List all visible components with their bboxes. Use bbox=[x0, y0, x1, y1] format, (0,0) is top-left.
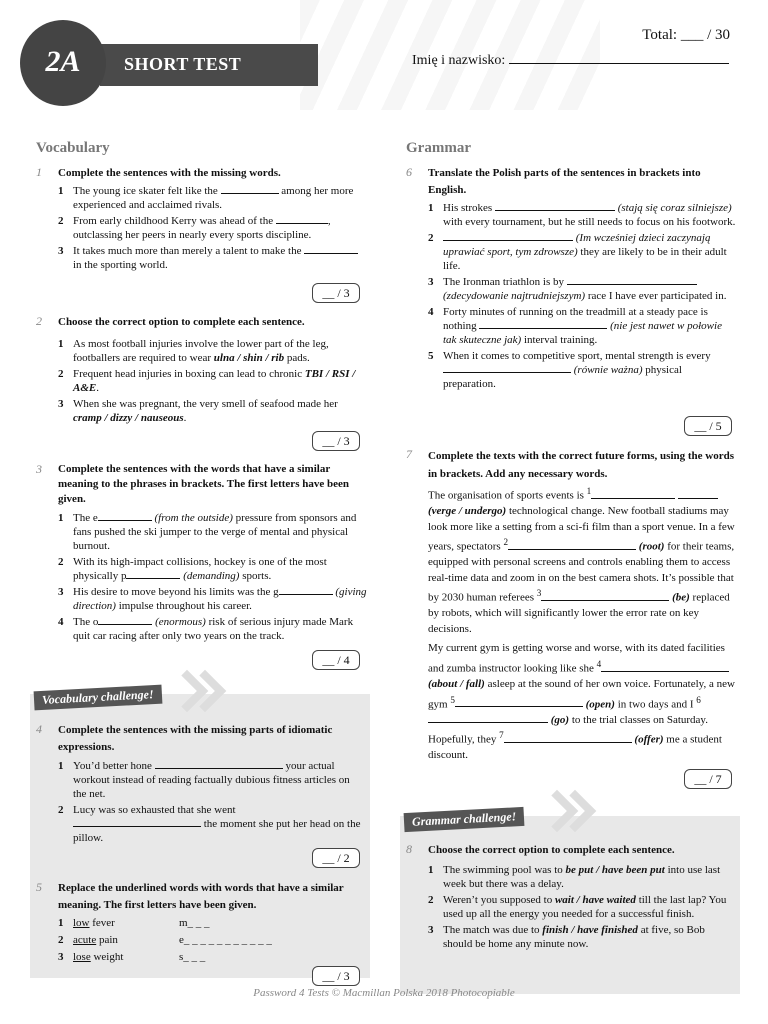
section-grammar: Grammar bbox=[406, 140, 471, 156]
list-item: 5 When it comes to competitive sport, mental strength is every (równie ważna) physical preparation. bbox=[428, 350, 711, 390]
exercise-instruction: Complete the texts with the correct future forms, using the words in brackets. Add any necessary words. bbox=[428, 450, 735, 480]
table-cell: low fever bbox=[73, 917, 115, 929]
answer-blank bbox=[276, 214, 328, 224]
list-item: 3 The Ironman triathlon is by (zdecydowanie najtrudniejszym) race I have ever participated in. bbox=[428, 276, 727, 302]
exercise-number: 1 bbox=[36, 165, 42, 179]
exercise-number: 7 bbox=[406, 447, 412, 461]
score-box: __ / 4 bbox=[312, 650, 360, 670]
exercise-number: 3 bbox=[36, 462, 42, 476]
answer-blank bbox=[508, 540, 636, 550]
answer-blank bbox=[221, 184, 279, 194]
answer-blank bbox=[567, 275, 697, 285]
exercise-number: 5 bbox=[36, 880, 42, 894]
score-box: __ / 7 bbox=[684, 769, 732, 789]
answer-blank bbox=[455, 697, 583, 707]
score-box: __ / 3 bbox=[312, 966, 360, 986]
answer-blank bbox=[155, 759, 283, 769]
exercise-instruction: Complete the sentences with the missing words. bbox=[58, 167, 281, 179]
list-item: 1 The e (from the outside) pressure from sponsors and fans pushed the ski jumper to the verge of mental and physical burnout. bbox=[58, 512, 357, 552]
table-cell: e_ _ _ _ _ _ _ _ _ _ _ bbox=[179, 934, 272, 946]
answer-blank bbox=[98, 615, 152, 625]
list-item: 2 Frequent head injuries in boxing can lead to chronic TBI / RSI / A&E. bbox=[58, 368, 356, 394]
list-item: 2 From early childhood Kerry was ahead of the , outclassing her peers in nearly every sports discipline. bbox=[58, 215, 331, 241]
list-item: 1 As most football injuries involve the lower part of the leg, footballers are required to wear ulna / shin / rib pads. bbox=[58, 338, 329, 364]
table-cell: m_ _ _ bbox=[179, 917, 210, 929]
section-vocabulary: Vocabulary bbox=[36, 140, 110, 156]
answer-blank bbox=[279, 585, 333, 595]
list-item: 3 When she was pregnant, the very smell of seafood made her cramp / dizzy / nauseous. bbox=[58, 398, 338, 424]
name-label: Imię i nazwisko: bbox=[412, 53, 506, 68]
list-item: 1 You’d better hone your actual workout instead of reading factually dubious fitness articles on the net. bbox=[58, 760, 350, 800]
exercise-number: 4 bbox=[36, 722, 42, 736]
list-item: 2 Weren’t you supposed to wait / have waited till the last lap? You used up all the energy you needed for a successful finish. bbox=[428, 894, 727, 920]
unit-code: 2A bbox=[45, 45, 81, 78]
answer-blank bbox=[304, 244, 358, 254]
answer-blank bbox=[541, 591, 669, 601]
grammar-challenge-label: Grammar challenge! bbox=[404, 807, 525, 832]
list-item: 2 Lucy was so exhausted that she went the moment she put her head on the pillow. bbox=[58, 804, 361, 844]
table-cell: acute pain bbox=[73, 934, 118, 946]
footer: Password 4 Tests © Macmillan Polska 2018 Photocopiable bbox=[253, 987, 515, 999]
list-item: 4 Forty minutes of running on the treadmill at a steady pace is nothing (nie jest nawet w połowie tak skuteczne jak) interval training. bbox=[428, 306, 722, 346]
list-item: 2 (Im wcześniej dzieci zaczynają uprawiać sport, tym zdrowsze) they are likely to be in their adult life. bbox=[428, 232, 727, 272]
answer-blank bbox=[601, 662, 729, 672]
exercise-3 bbox=[36, 462, 368, 643]
list-item: 3 It takes much more than merely a talent to make the in the sporting world. bbox=[58, 244, 368, 272]
answer-blank bbox=[504, 733, 632, 743]
score-box: __ / 3 bbox=[312, 431, 360, 451]
exercise-8 bbox=[406, 842, 736, 951]
exercise-7 bbox=[406, 447, 736, 764]
exercise-number: 8 bbox=[406, 842, 412, 856]
answer-blank bbox=[428, 713, 548, 723]
exercise-instruction: Choose the correct option to complete each sentence. bbox=[428, 844, 675, 856]
list-item: 1 The young ice skater felt like the among her more experienced and acclaimed rivals. bbox=[58, 185, 354, 211]
exercise-instruction: Replace the underlined words with words that have a similar meaning. The first letters have been given. bbox=[58, 882, 344, 911]
exercise-6 bbox=[406, 165, 736, 391]
score-box: __ / 5 bbox=[684, 416, 732, 436]
exercise-5 bbox=[36, 880, 362, 964]
exercise-instruction: Complete the sentences with the missing parts of idiomatic expressions. bbox=[58, 724, 333, 753]
name-line bbox=[509, 52, 729, 64]
word-table: 1 low fever m_ _ _ 2 acute pain e_ _ _ _ _ _ _ _ _ _ _ 3 lose weight s_ _ _ bbox=[58, 916, 362, 964]
name-field bbox=[412, 52, 729, 70]
exercise-instruction: Translate the Polish parts of the sentences in brackets into English. bbox=[428, 167, 701, 196]
text-paragraph: The organisation of sports events is $^1$ (verge / undergo) technological change. New football stadiums may look more like a setting from a sci-fi film than a sport venue. In a few years, spectators $^2$ (root) for their teams, equipped with personal screens and controls enabling them to access real-time data and zoom in on the best camera shots. It’s possible that by 2030 human referees $^3$ (be) replaced by robots, which will significantly lower the error rate on key decisions. bbox=[428, 486, 735, 635]
exercise-instruction: Complete the sentences with the words that have a similar meaning to the phrases in brackets. The first letters have been given. bbox=[58, 463, 349, 505]
score-box: __ / 3 bbox=[312, 283, 360, 303]
list-item: 1 His strokes (stają się coraz silniejsze) with every tournament, but he still needs to focus on his footwork. bbox=[428, 202, 736, 228]
list-item: 2 With its high-impact collisions, hockey is one of the most physically p (demanding) sports. bbox=[58, 556, 327, 582]
exercise-number: 2 bbox=[36, 314, 42, 328]
answer-blank bbox=[678, 489, 718, 499]
exercise-2 bbox=[36, 314, 368, 425]
exercise-1 bbox=[36, 165, 368, 272]
table-cell: lose weight bbox=[73, 951, 124, 963]
vocabulary-challenge-label: Vocabulary challenge! bbox=[34, 685, 162, 711]
exercise-number: 6 bbox=[406, 165, 412, 179]
answer-blank bbox=[443, 231, 573, 241]
list-item: 3 The match was due to finish / have finished at five, so Bob should be home any minute now. bbox=[428, 924, 705, 950]
exercise-4 bbox=[36, 722, 362, 845]
score-box: __ / 2 bbox=[312, 848, 360, 868]
answer-blank bbox=[98, 511, 152, 521]
text-paragraph: My current gym is getting worse and worse, with its dated facilities and zumba instructor looking like she $^4$ (about / fall) asleep at the sound of her own voice. Fortunately, a new gym $^5$ (open) in two days and I $^6$ (go) to the trial classes on Saturday. Hopefully, they $^7$ (offer) me a student discount. bbox=[428, 642, 735, 762]
table-cell: s_ _ _ bbox=[179, 951, 206, 963]
list-item: 1 The swimming pool was to be put / have been put into use last week but there was a delay. bbox=[428, 864, 721, 890]
total-score: Total: ___ / 30 bbox=[642, 27, 730, 43]
answer-blank bbox=[591, 489, 675, 499]
list-item: 3 His desire to move beyond his limits was the g (giving direction) impulse throughout his career. bbox=[58, 586, 367, 612]
exercise-instruction: Choose the correct option to complete each sentence. bbox=[58, 316, 305, 328]
page-title: SHORT TEST bbox=[124, 54, 242, 74]
answer-blank bbox=[479, 319, 607, 329]
list-item: 4 The o (enormous) risk of serious injury made Mark quit car racing after only two years on the track. bbox=[58, 616, 354, 642]
answer-blank bbox=[126, 569, 180, 579]
answer-blank bbox=[443, 363, 571, 373]
answer-blank bbox=[73, 817, 201, 827]
answer-blank bbox=[495, 201, 615, 211]
